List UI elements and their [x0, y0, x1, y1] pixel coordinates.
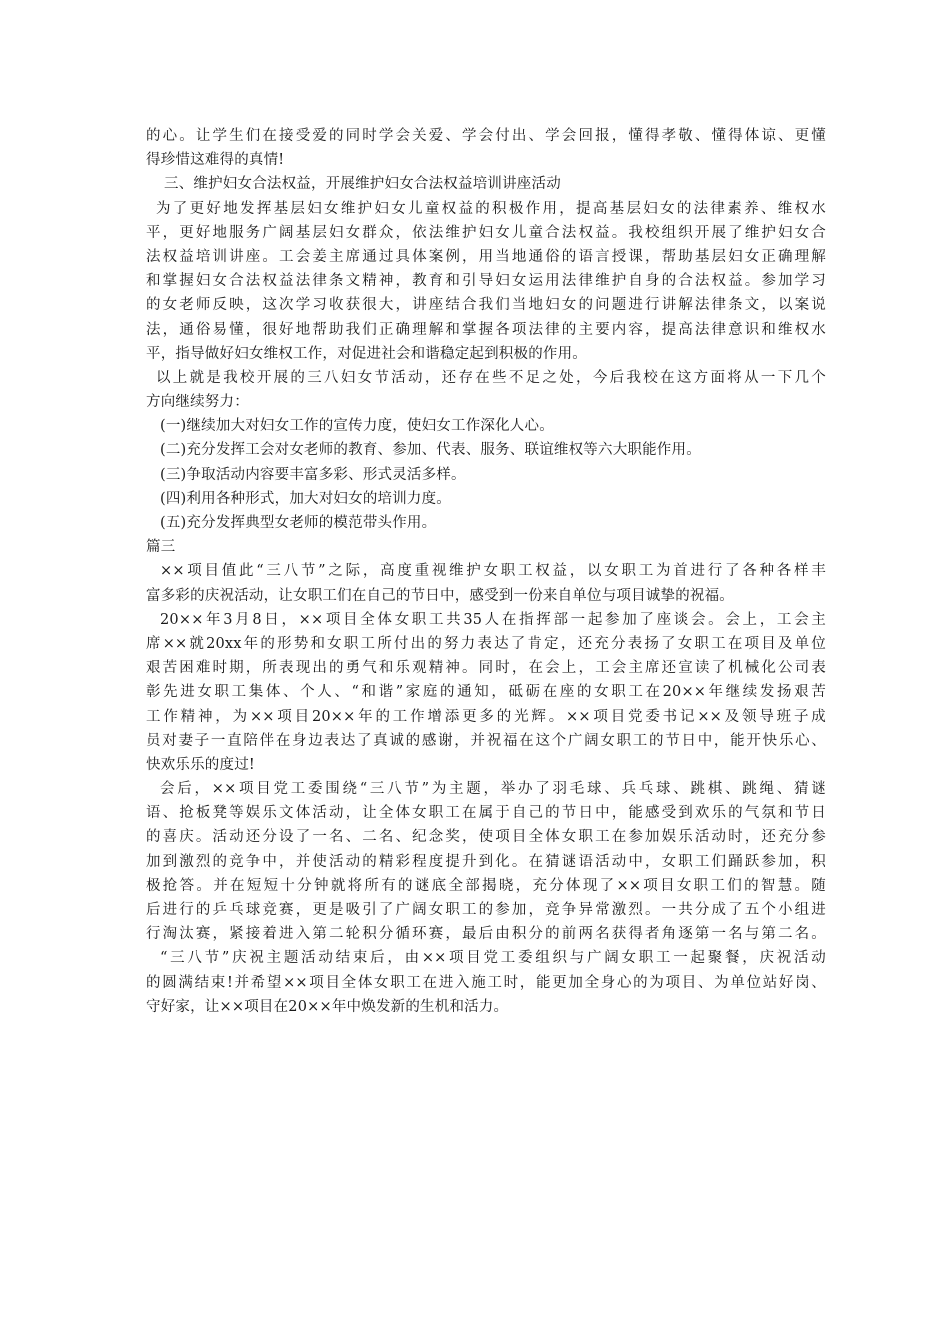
text-line: 和掌握妇女合法权益法律条文精神，教育和引导妇女运用法律维护自身的合法权益。参加学习: [146, 273, 826, 290]
text-line: 平，更好地服务广阔基层妇女群众，依法维护妇女儿童合法权益。我校组织开展了维护妇女合: [146, 224, 826, 241]
text-line: 平，指导做好妇女维权工作，对促进社会和谐稳定起到积极的作用。: [146, 345, 587, 362]
text-line: 极抢答。并在短短十分钟就将所有的谜底全部揭晓，充分体现了××项目女职工们的智慧。随: [146, 877, 826, 894]
text-line: 语、抢板凳等娱乐文体活动，让全体女职工在属于自己的节日中，能感受到欢乐的气氛和节日: [146, 805, 826, 822]
text-line: 的圆满结束!并希望××项目全体女职工在进入施工时，能更加全身心的为项目、为单位站好岗、: [146, 974, 826, 991]
text-line: ××项目值此“三八节”之际，高度重视维护女职工权益，以女职工为首进行了各种各样丰: [160, 563, 826, 580]
text-line: 后进行的乒乓球竞赛，更是吸引了广阔女职工的参加，竞争异常激烈。一共分成了五个小组进: [146, 902, 826, 918]
text-line: 的心。让学生们在接受爱的同时学会关爱、学会付出、学会回报，懂得孝敬、懂得体谅、更懂: [146, 128, 826, 144]
text-line: 的女老师反映，这次学习收获很大，讲座结合我们当地妇女的问题进行讲解法律条文，以案说: [146, 297, 826, 314]
document-body: [146, 124, 826, 1019]
text-line: 席××就20xx年的形势和女职工所付出的努力表达了肯定，还充分表扬了女职工在项目及单位: [146, 635, 826, 652]
text-line: 富多彩的庆祝活动，让女职工们在自己的节日中，感受到一份来自单位与项目诚挚的祝福。: [146, 587, 734, 604]
text-line: 员对妻子一直陪伴在身边表达了真诚的感谢，并祝福在这个广阔女职工的节日中，能开快乐心、: [146, 732, 826, 749]
text-line: 20××年3月8日，××项目全体女职工共35人在指挥部一起参加了座谈会。会上，工会主: [160, 611, 826, 628]
text-line: 篇三: [146, 539, 176, 556]
text-line: 三、维护妇女合法权益，开展维护妇女合法权益培训讲座活动: [164, 176, 561, 193]
text-line: “三八节”庆祝主题活动结束后，由××项目党工委组织与广阔女职工一起聚餐，庆祝活动: [160, 950, 826, 967]
text-line: 以上就是我校开展的三八妇女节活动，还存在些不足之处，今后我校在这方面将从一下几个: [156, 369, 826, 386]
text-line: (一)继续加大对妇女工作的宣传力度，使妇女工作深化人心。: [160, 418, 554, 435]
text-line: (二)充分发挥工会对女老师的教育、参加、代表、服务、联谊维权等六大职能作用。: [160, 442, 701, 459]
text-line: 守好家，让××项目在20××年中焕发新的生机和活力。: [146, 998, 509, 1015]
text-line: 为了更好地发挥基层妇女维护妇女儿童权益的积极作用，提高基层妇女的法律素养、维权水: [156, 200, 826, 217]
text-line: 得珍惜这难得的真情!: [146, 152, 285, 169]
text-line: 的喜庆。活动还分设了一名、二名、纪念奖，使项目全体女职工在参加娱乐活动时，还充分参: [146, 829, 826, 846]
text-line: (五)充分发挥典型女老师的模范带头作用。: [160, 515, 437, 531]
text-line: (四)利用各种形式，加大对妇女的培训力度。: [160, 490, 452, 507]
text-line: 快欢乐乐的度过!: [146, 756, 255, 773]
text-line: (三)争取活动内容要丰富多彩、形式灵活多样。: [160, 466, 466, 483]
text-line: 彰先进女职工集体、个人、“和谐”家庭的通知，砥砺在座的女职工在20××年继续发扬艰苦: [146, 684, 826, 701]
text-line: 工作精神，为××项目20××年的工作增添更多的光辉。××项目党委书记××及领导班子成: [146, 708, 826, 725]
text-line: 法，通俗易懂，很好地帮助我们正确理解和掌握各项法律的主要内容，提高法律意识和维权水: [146, 321, 826, 338]
text-line: 行淘汰赛，紧接着进入第二轮积分循环赛，最后由积分的前两名获得者角逐第一名与第二名。: [146, 926, 826, 943]
text-line: 法权益培训讲座。工会姜主席通过具体案例，用当地通俗的语言授课，帮助基层妇女正确理解: [146, 248, 826, 265]
text-line: 方向继续努力：: [146, 394, 249, 411]
text-line: 艰苦困难时期，所表现出的勇气和乐观精神。同时，在会上，工会主席还宣读了机械化公司表: [146, 660, 826, 677]
text-line: 加到激烈的竞争中，并使活动的精彩程度提升到化。在猜谜语活动中，女职工们踊跃参加，积: [146, 853, 826, 870]
text-line: 会后，××项目党工委围绕“三八节”为主题，举办了羽毛球、兵乓球、跳棋、跳绳、猜谜: [160, 781, 826, 798]
